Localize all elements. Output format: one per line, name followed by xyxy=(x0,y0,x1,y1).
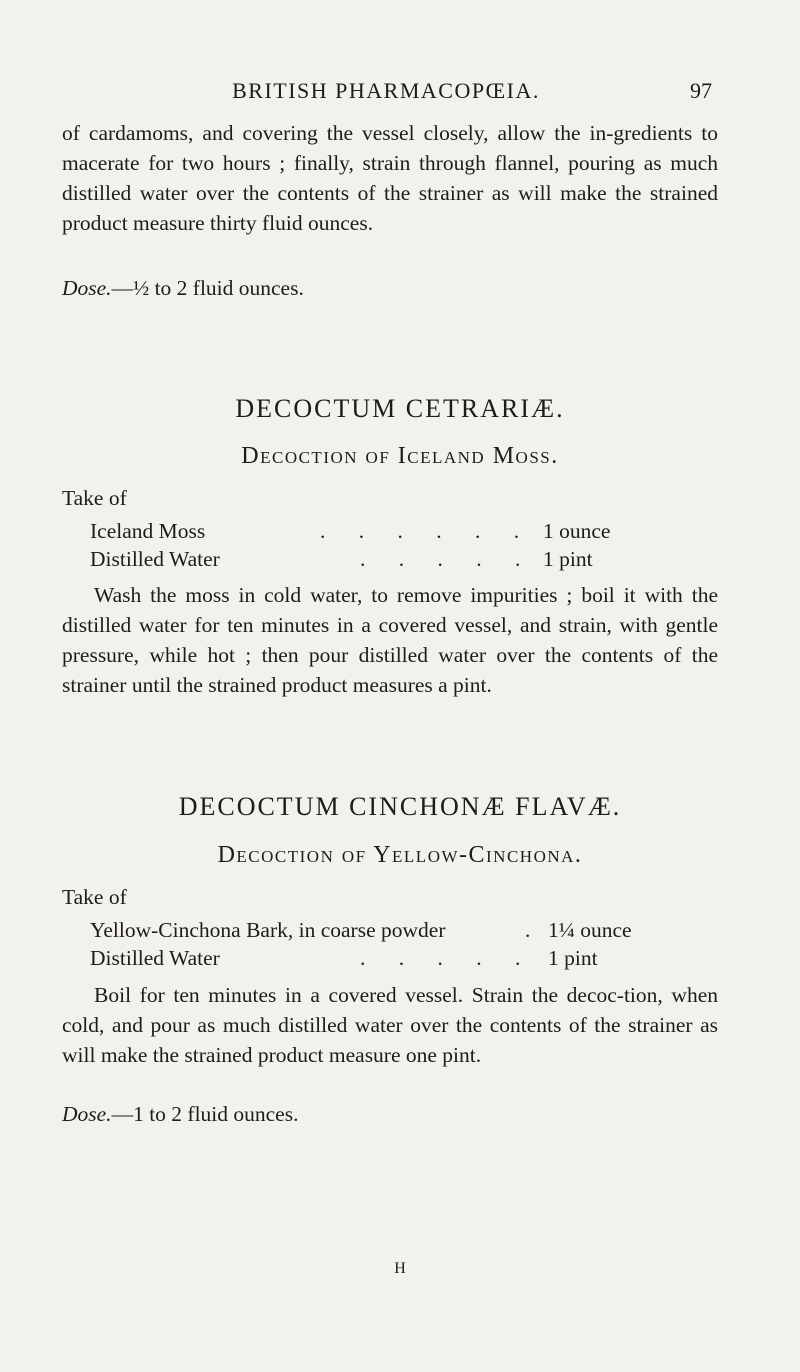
section-subtitle-cetrariae: Decoction of Iceland Moss. xyxy=(241,443,559,469)
ingredient-row xyxy=(90,519,710,549)
ingredient-row xyxy=(90,946,710,976)
dose-label: Dose. xyxy=(62,276,112,300)
running-title: BRITISH PHARMACOPŒIA. xyxy=(232,78,540,103)
ingredient-name: Yellow-Cinchona Bark, in coarse powder xyxy=(90,918,446,942)
ingredient-quantity: 1¼ ounce xyxy=(548,918,632,942)
instructions-cinchonae: Boil for ten minutes in a covered vessel. Strain the decoc-tion, when cold, and pour as much distilled water over the contents of the strainer as will make the strained product measure one pint. xyxy=(62,983,718,1067)
ingredient-name: Distilled Water xyxy=(90,547,220,571)
section-title-cinchonae: DECOCTUM CINCHONÆ FLAVÆ. xyxy=(178,792,622,821)
instructions-cetrariae: Wash the moss in cold water, to remove impurities ; boil it with the distilled water for ten minutes in a covered vessel, and strain, with gentle pressure, while hot ; then pour distilled water over the contents of the strainer until the strained product measures a pint. xyxy=(62,583,718,697)
ingredient-name: Iceland Moss xyxy=(90,519,206,543)
section-title-cetrariae: DECOCTUM CETRARIÆ. xyxy=(235,394,565,423)
section-subtitle-cinchonae: Decoction of Yellow-Cinchona. xyxy=(217,842,583,868)
leader-dots: . . . . . xyxy=(360,547,535,571)
take-of-label: Take of xyxy=(62,885,127,909)
take-of-label: Take of xyxy=(62,486,127,510)
ingredient-row xyxy=(90,918,710,948)
dose-text: —1 to 2 fluid ounces. xyxy=(111,1102,299,1126)
leader-dots: . . . . . xyxy=(360,946,535,970)
signature-mark: H xyxy=(394,1260,406,1277)
dose-label: Dose. xyxy=(62,1102,112,1126)
ingredient-quantity: 1 pint xyxy=(543,547,593,571)
continuation-paragraph: of cardamoms, and covering the vessel closely, allow the in-gredients to macerate for two hours ; finally, strain through flannel, pouring as much distilled water over the contents of the strainer as will make the strained product measure thirty fluid ounces. xyxy=(62,121,718,235)
dose-text: —½ to 2 fluid ounces. xyxy=(111,276,304,300)
ingredient-quantity: 1 pint xyxy=(548,946,598,970)
ingredient-name: Distilled Water xyxy=(90,946,220,970)
dose-line-1 xyxy=(62,276,304,301)
ingredient-quantity: 1 ounce xyxy=(543,519,611,543)
ingredient-row xyxy=(90,547,710,577)
leader-dots: . xyxy=(525,918,545,942)
leader-dots: . . . . . . xyxy=(320,519,534,543)
page-number: 97 xyxy=(690,78,712,103)
page-header xyxy=(60,78,712,108)
dose-line-2 xyxy=(62,1102,298,1127)
